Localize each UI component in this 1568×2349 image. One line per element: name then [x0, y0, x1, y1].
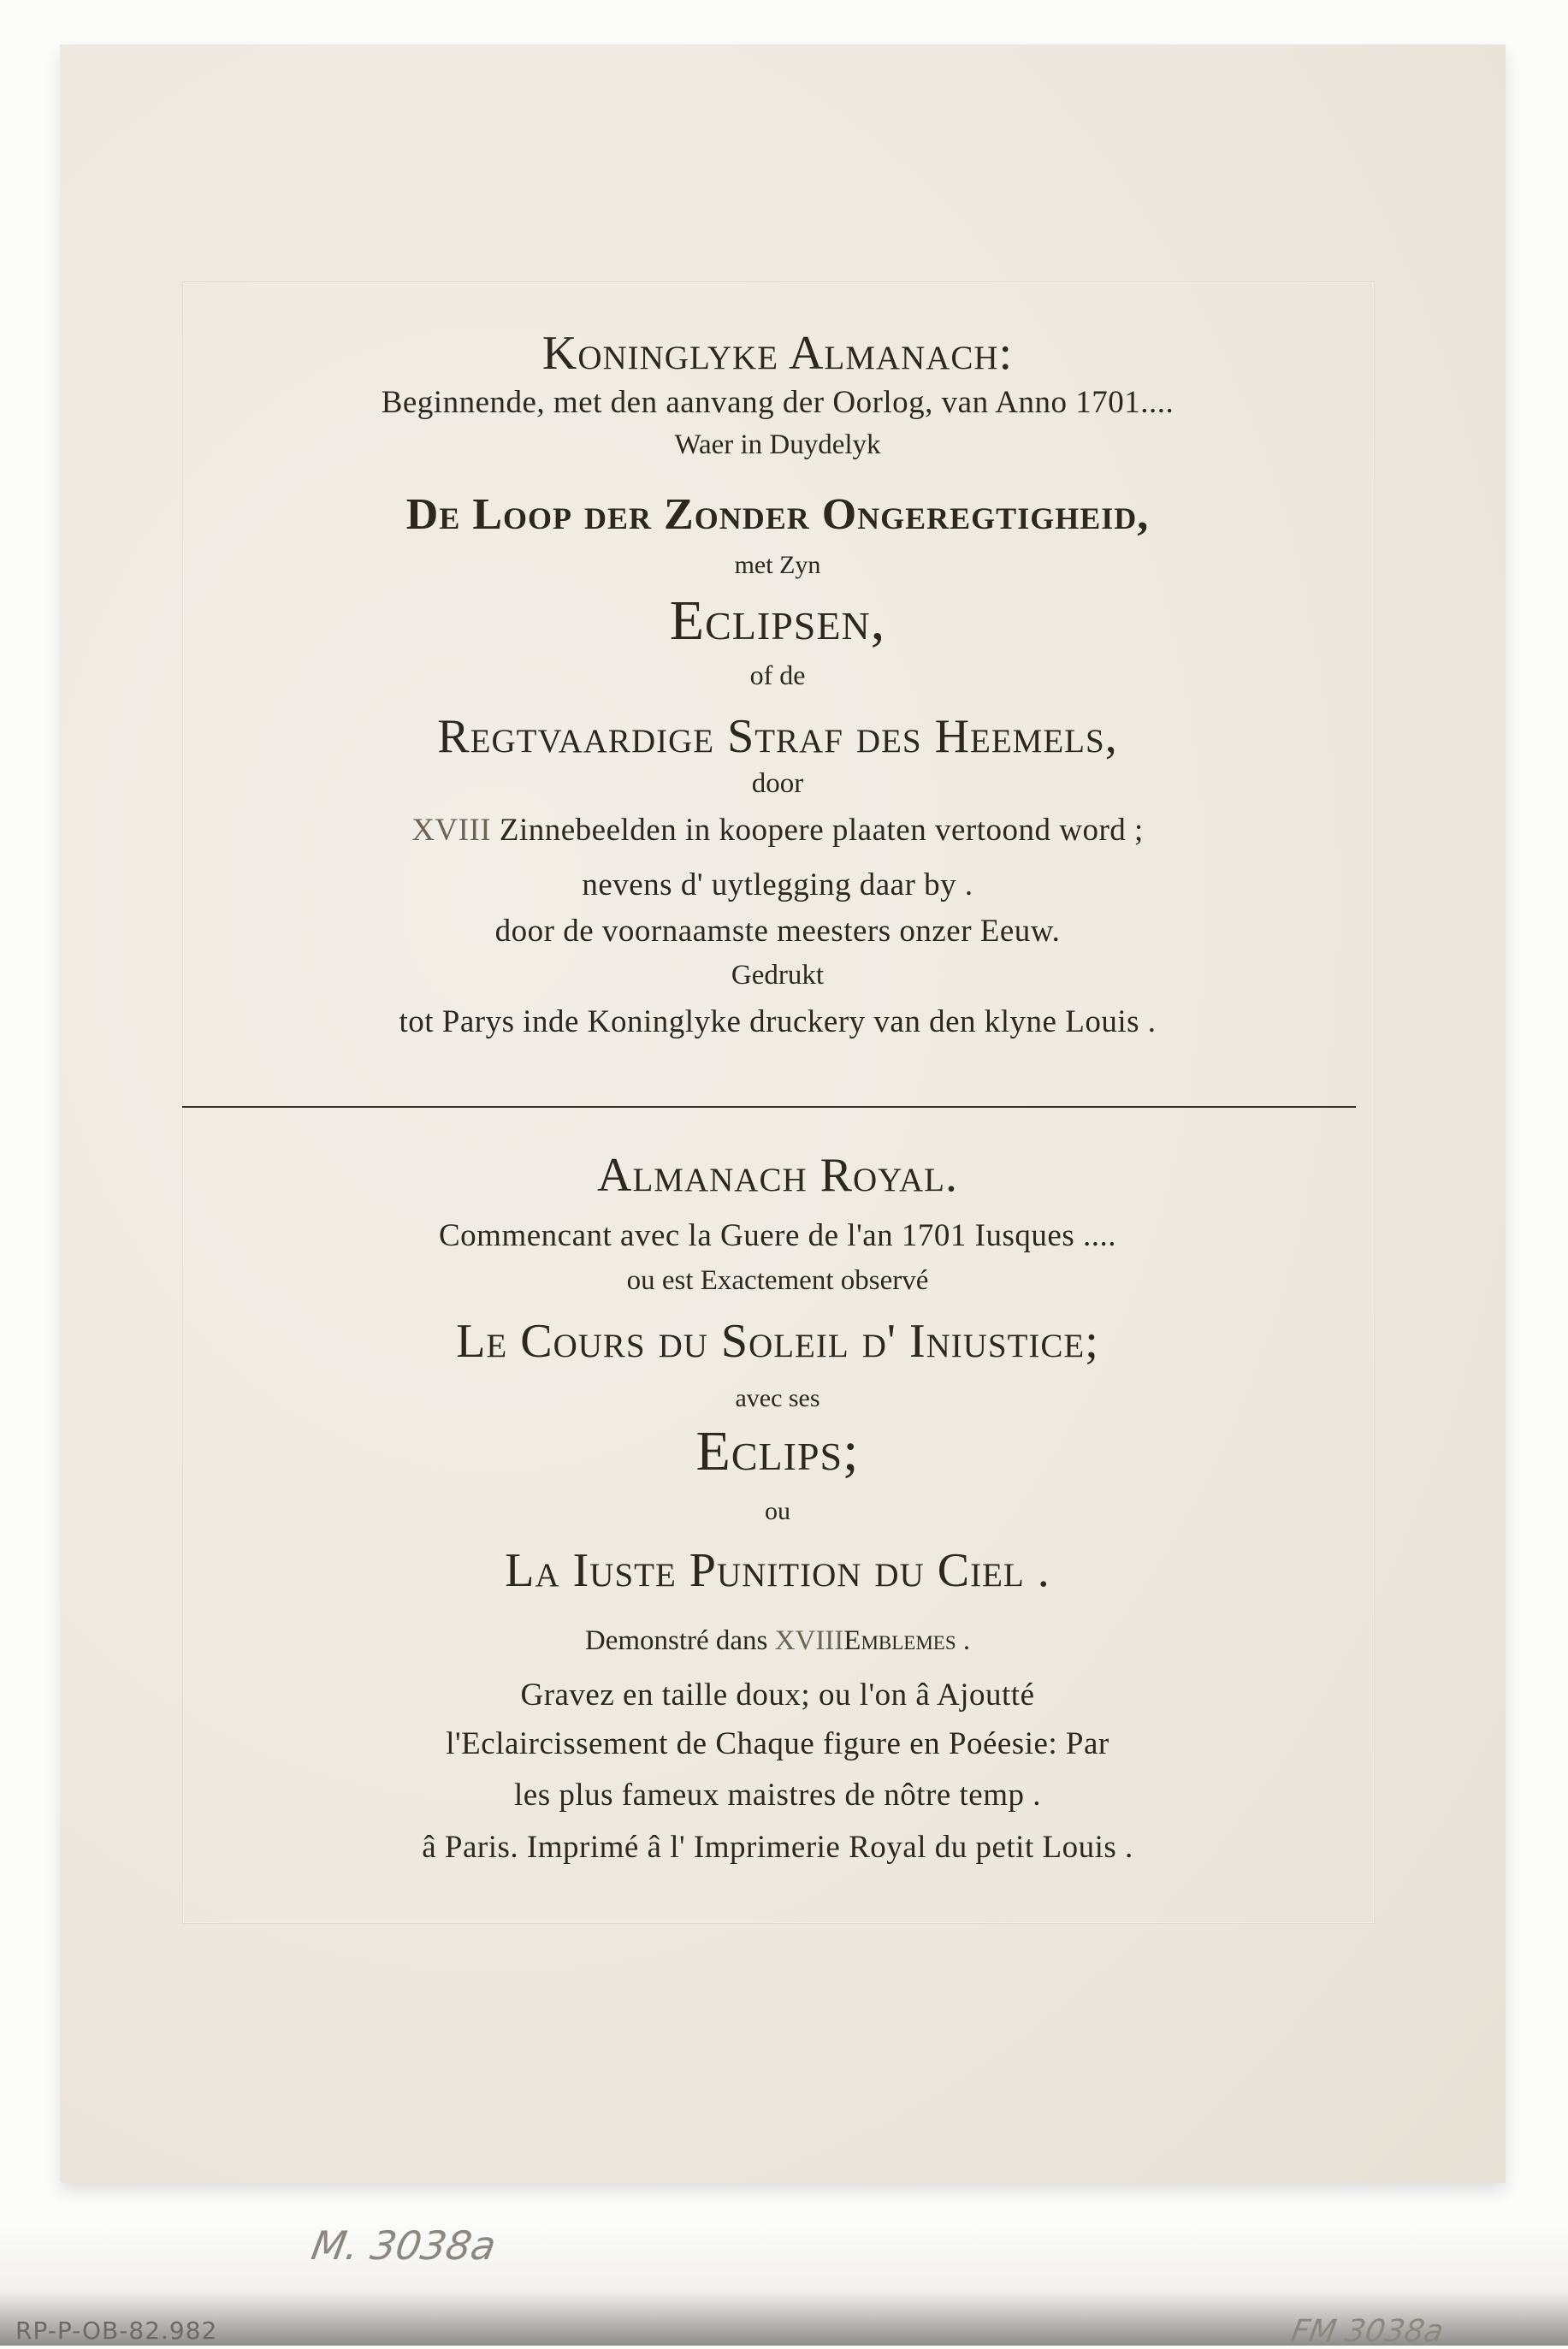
french-line-6: Gravez en taille doux; ou l'on â Ajoutté	[520, 1677, 1035, 1713]
french-line-2: ou est Exactement observé	[626, 1265, 929, 1296]
french-line-5	[182, 1627, 1373, 1655]
pencil-inventory-number: M. 3038a	[308, 2222, 500, 2269]
dutch-line-1: Beginnende, met den aanvang der Oorlog, van Anno 1701....	[381, 385, 1175, 420]
dutch-line-4: of de	[749, 660, 806, 690]
dutch-title: Koninglyke Almanach:	[541, 327, 1014, 380]
french-line-8: les plus fameux maistres de nôtre temp .	[514, 1778, 1041, 1813]
french-line-3: avec ses	[735, 1384, 820, 1412]
corner-note: FM 3038a	[1288, 2314, 1447, 2349]
roman-numeral: XVIII	[774, 1625, 844, 1656]
dutch-line-2: Waer in Duydelyk	[674, 429, 881, 460]
inventory-stamp: RP-P-OB-82.982	[15, 2316, 218, 2345]
dutch-heading-3: Regtvaardige Straf des Heemels,	[437, 710, 1118, 763]
french-line-5-post: Emblemes .	[843, 1625, 971, 1656]
french-line-1: Commencant avec la Guere de l'an 1701 Iusques ....	[439, 1218, 1116, 1253]
dutch-line-9: Gedrukt	[731, 960, 825, 991]
dutch-heading-2: Eclipsen,	[669, 589, 886, 652]
roman-numeral: XVIII	[411, 813, 492, 848]
dutch-line-5: door	[751, 768, 804, 799]
dutch-line-8: door de voornaamste meesters onzer Eeuw.	[494, 914, 1061, 949]
french-heading-3: La Iuste Punition du Ciel .	[505, 1544, 1050, 1597]
french-line-7: l'Eclaircissement de Chaque figure en Poéesie: Par	[446, 1726, 1109, 1761]
dutch-heading-1: De Loop der Zonder Ongeregtigheid,	[405, 490, 1150, 539]
french-line-9: â Paris. Imprimé â l' Imprimerie Royal du petit Louis .	[422, 1830, 1133, 1865]
french-line-4: ou	[765, 1497, 790, 1525]
dutch-line-6	[182, 814, 1373, 846]
french-heading-2: Eclips;	[695, 1420, 860, 1482]
dutch-line-7: nevens d' uytlegging daar by .	[582, 867, 973, 902]
french-heading-1: Le Cours du Soleil d' Iniustice;	[456, 1315, 1099, 1368]
dutch-line-3: met Zyn	[734, 551, 821, 579]
section-divider	[182, 1106, 1356, 1108]
french-title: Almanach Royal.	[597, 1149, 958, 1202]
dutch-line-6-text: Zinnebeelden in koopere plaaten vertoond word ;	[499, 813, 1144, 848]
french-line-5-pre: Demonstré dans	[584, 1625, 768, 1656]
dutch-line-10: tot Parys inde Koninglyke druckery van den klyne Louis .	[399, 1004, 1157, 1039]
